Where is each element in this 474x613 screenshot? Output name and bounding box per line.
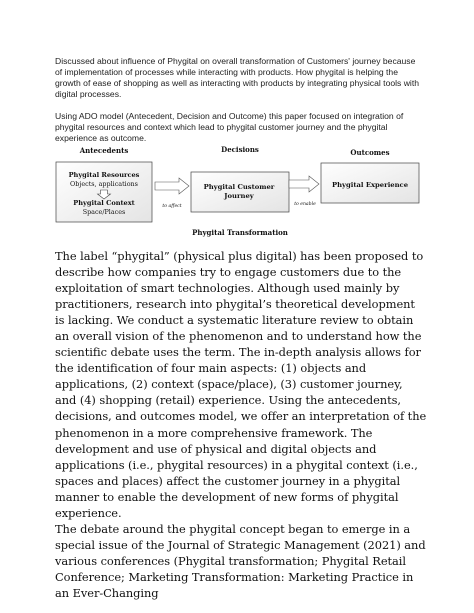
header-decisions: Decisions [221,145,259,154]
phygital-experience-title: Phygital Experience [331,181,409,189]
arrow-label-enable: to enable [294,202,316,207]
customer-journey-line-1: Phygital Customer [203,183,275,191]
phygital-resources-sub: Objects, applications [70,180,138,188]
arrow-label-affect: to affect [162,204,182,209]
diagram-caption: Phygital Transformation [192,228,288,237]
intro-paragraph-2: Using ADO model (Antecedent, Decision and Outcome) this paper focused on integration of phygital resources and context which lead to phygital customer journey and the phygital experience as outcome. [55,111,404,143]
body-paragraph-2: The debate around the phygital concept began to emerge in a special issue of the Journal of Strategic Management (2021) and various conferences (Phygital transformation; Phygital Retail Conference; Marketing Transformation: Marketing Practice in an Ever-Changing [55,521,426,600]
phygital-resources-title: Phygital Resources [68,171,140,179]
ado-model-diagram [55,143,427,241]
customer-journey-line-2: Journey [224,192,254,200]
right-arrow-icon [155,178,189,194]
header-antecedents: Antecedents [79,146,129,155]
intro-paragraph-1: Discussed about influence of Phygital on overall transformation of Customers' journey because of implementation of processes while interacting with products. How phygital is helping the growth of ease of shopping as well as interacting with products by integrating physical tools with digital processes. [55,56,420,99]
header-outcomes: Outcomes [350,148,390,157]
phygital-context-title: Phygital Context [73,199,135,207]
body-paragraph-1: The label “phygital” (physical plus digital) has been proposed to describe how companies try to engage customers due to the exploitation of smart technologies. Although used mainly by practitioners, research into phygital’s theoretical development is lacking. We conduct a systematic literature review to obtain an overall vision of the phenomenon and to understand how the scientific debate uses the term. The in-depth analysis allows for the identification of four main aspects: (1) objects and applications, (2) context (space/place), (3) customer journey, and (4) shopping (retail) experience. Using the antecedents, decisions, and outcomes model, we offer an interpretation of the phenomenon in a more comprehensive framework. The development and use of physical and digital objects and applications (i.e., phygital resources) in a phygital context (i.e., spaces and places) affect the customer journey in a phygital manner to enable the development of new forms of phygital experience. [55,249,427,520]
body-text [55,248,427,601]
right-arrow-icon [289,176,319,192]
phygital-context-sub: Space/Places [82,208,126,216]
